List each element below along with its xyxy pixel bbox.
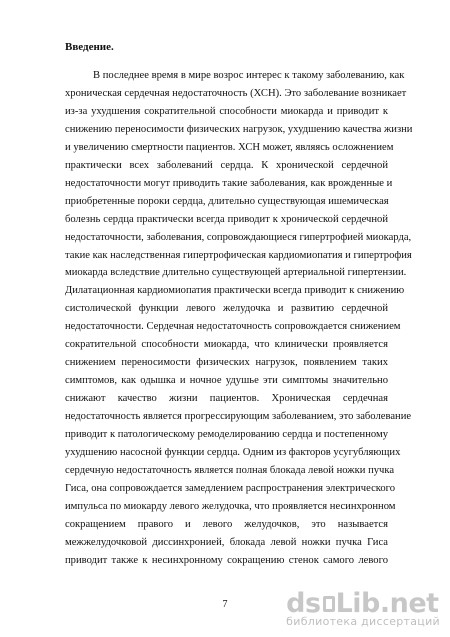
text-line: ухудшению насосной функции сердца. Одним из факторов усугубляющих bbox=[65, 446, 401, 458]
section-heading: Введение. bbox=[65, 41, 114, 53]
text-line: миокарда вследствие длительно существующей артериальной гипертензии. bbox=[65, 267, 407, 279]
text-line: приобретенные пороки сердца, длительно существующая ишемическая bbox=[65, 195, 389, 207]
text-line: практически всех заболеваний сердца. К хронической сердечной bbox=[65, 159, 388, 171]
text-line: из-за ухудшения сократительной способности миокарда и приводит к bbox=[65, 105, 388, 117]
text-line: недостаточности. Сердечная недостаточность сопровождается снижением bbox=[65, 321, 401, 333]
text-line: сокращением правого и левого желудочков, это называется bbox=[65, 518, 388, 530]
text-line: Дилатационная кардиомиопатия практически всегда приводит к снижению bbox=[65, 285, 405, 297]
text-line: недостаточности могут приводить такие заболевания, как врожденные и bbox=[65, 177, 393, 189]
page-number: 7 bbox=[222, 599, 228, 610]
text-line: симптомов, как одышка и ночное удушье эти симптомы значительно bbox=[65, 375, 388, 387]
text-line: снижению переносимости физических нагрузок, ухудшению качества жизни bbox=[65, 123, 413, 135]
text-line: импульса по миокарду левого желудочка, что проявляется несинхронном bbox=[65, 500, 396, 512]
watermark-brand-left: ds bbox=[286, 588, 321, 619]
text-line: Гиса, она сопровождается замедлением распространения электрического bbox=[65, 482, 396, 494]
text-line: такие как наследственная гипертрофическая кардиомиопатия и гипертрофия bbox=[65, 249, 412, 261]
watermark-logo bbox=[286, 588, 440, 628]
text-line: снижают качество жизни пациентов. Хроническая сердечная bbox=[65, 393, 388, 405]
text-line: хроническая сердечная недостаточность (ХСН). Это заболевание возникает bbox=[65, 87, 407, 99]
text-line: сердечную недостаточность является полная блокада левой ножки пучка bbox=[65, 464, 395, 476]
text-line: снижением переносимости физических нагрузок, появлением таких bbox=[65, 357, 388, 369]
text-line: болезнь сердца практически всегда приводит к хронической сердечной bbox=[65, 213, 388, 225]
text-line: В последнее время в мире возрос интерес к такому заболеванию, как bbox=[93, 70, 405, 81]
text-line: и увеличению смертности пациентов. ХСН может, являясь осложнением bbox=[65, 141, 394, 153]
watermark-tagline: библиотека диссертаций bbox=[286, 615, 440, 628]
text-line: систолической функции левого желудочка и развитию сердечной bbox=[65, 303, 388, 315]
text-line: недостаточность является прогрессирующим заболеванием, это заболевание bbox=[65, 411, 412, 423]
text-line: межжелудочковой диссинхронией, блокада левой ножки пучка Гиса bbox=[65, 536, 388, 548]
text-line: сократительной способности миокарда, что клинически проявляется bbox=[65, 339, 388, 351]
text-line: недостаточности, заболевания, сопровождающиеся гипертрофией миокарда, bbox=[65, 231, 412, 243]
text-line: приводит к патологическому ремоделированию сердца и постепенному bbox=[65, 429, 388, 440]
watermark-brand-right: Lib.net bbox=[335, 588, 439, 619]
book-icon bbox=[323, 596, 335, 612]
text-line: приводит также к несинхронному сокращению стенок самого левого bbox=[65, 554, 388, 566]
